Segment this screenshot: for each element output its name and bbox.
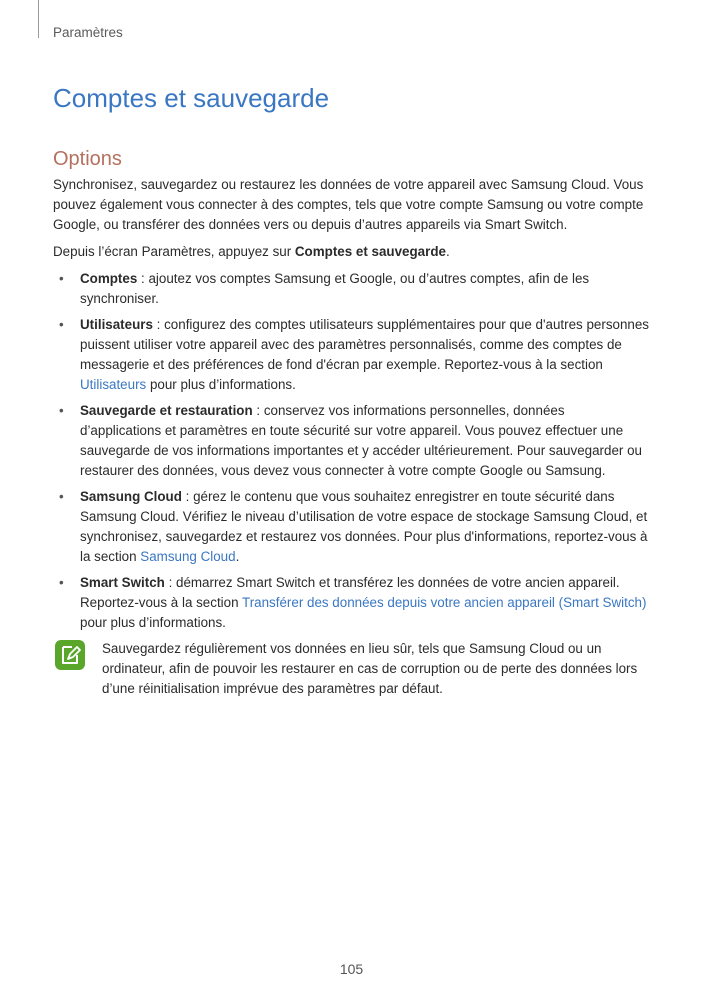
option-desc: : configurez des comptes utilisateurs supplémentaires pour que d'autres personnes puissent utiliser votre appareil avec des paramètres personnalisés, comme des comptes de messagerie et des préférences de fond d'écran par exemple. Reportez-vous à la section [80,317,649,372]
list-item-comptes [53,269,649,309]
option-desc-end: . [235,549,240,564]
option-term: Comptes [80,271,138,286]
samsung-cloud-link[interactable]: Samsung Cloud [140,549,236,564]
option-desc: : démarrez Smart Switch et transférez les données de votre ancien appareil. Reportez-vous à la section [80,575,620,610]
smart-switch-link[interactable]: Transférer des données depuis votre ancien appareil (Smart Switch) [242,595,647,610]
intro-paragraph: Synchronisez, sauvegardez ou restaurez les données de votre appareil avec Samsung Cloud. Vous pouvez également vous connecter à des comptes, tels que votre compte Samsung ou votre compte Google, ou transférer des données vers ou depuis d’autres appareils via Smart Switch. [53,177,644,232]
option-term: Sauvegarde et restauration [80,403,253,418]
option-desc: : ajoutez vos comptes Samsung et Google, ou d’autres comptes, afin de les synchroniser. [80,271,590,306]
bullet: • [59,317,64,332]
option-desc-end: pour plus d’informations. [146,377,296,392]
note-text: Sauvegardez régulièrement vos données en lieu sûr, tels que Samsung Cloud ou un ordinateur, afin de pouvoir les restaurer en cas de corruption ou de perte des données lors d’une réinitialisation imprévue des paramètres par défaut. [102,641,638,696]
options-list [53,269,649,633]
option-term: Smart Switch [80,575,165,590]
bullet: • [59,489,64,504]
bullet: • [59,271,64,286]
margin-rule [38,0,39,38]
list-item-utilisateurs [53,315,649,395]
page-number: 105 [339,961,364,977]
option-desc-end: pour plus d’informations. [80,615,226,630]
note-box [53,639,649,699]
instruction-paragraph [53,242,649,262]
option-desc: : gérez le contenu que vous souhaitez enregistrer en toute sécurité dans Samsung Cloud. Vérifiez le niveau d’utilisation de votre espace de stockage Samsung Cloud, et synchronisez, sauvegardez et restaurez vos données. Pour plus d'informations, reportez-vous à la section [80,489,648,564]
running-header: Paramètres [53,25,123,40]
option-desc: : conservez vos informations personnelles, données d’applications et paramètres en toute sécurité sur votre appareil. Vous pouvez effectuer une sauvegarde de vos informations importantes et y accéder ultérieurement. Pour sauvegarder ou restaurer des données, vous devez vous connecter à votre compte Google ou Samsung. [80,403,642,478]
option-term: Samsung Cloud [80,489,182,504]
bullet: • [59,403,64,418]
instruction-prefix: Depuis l’écran Paramètres, appuyez sur [53,244,295,259]
list-item-smart-switch [53,573,649,633]
utilisateurs-link[interactable]: Utilisateurs [80,377,147,392]
bullet: • [59,575,64,590]
section-title: Options [53,148,122,170]
option-term: Utilisateurs [80,317,153,332]
instruction-suffix: . [445,244,450,259]
instruction-path: Comptes et sauvegarde [294,244,446,259]
list-item-sauvegarde [53,401,649,481]
note-pencil-icon [55,640,85,670]
main-content [53,149,649,699]
list-item-samsung-cloud [53,487,649,567]
page-title: Comptes et sauvegarde [53,83,330,113]
